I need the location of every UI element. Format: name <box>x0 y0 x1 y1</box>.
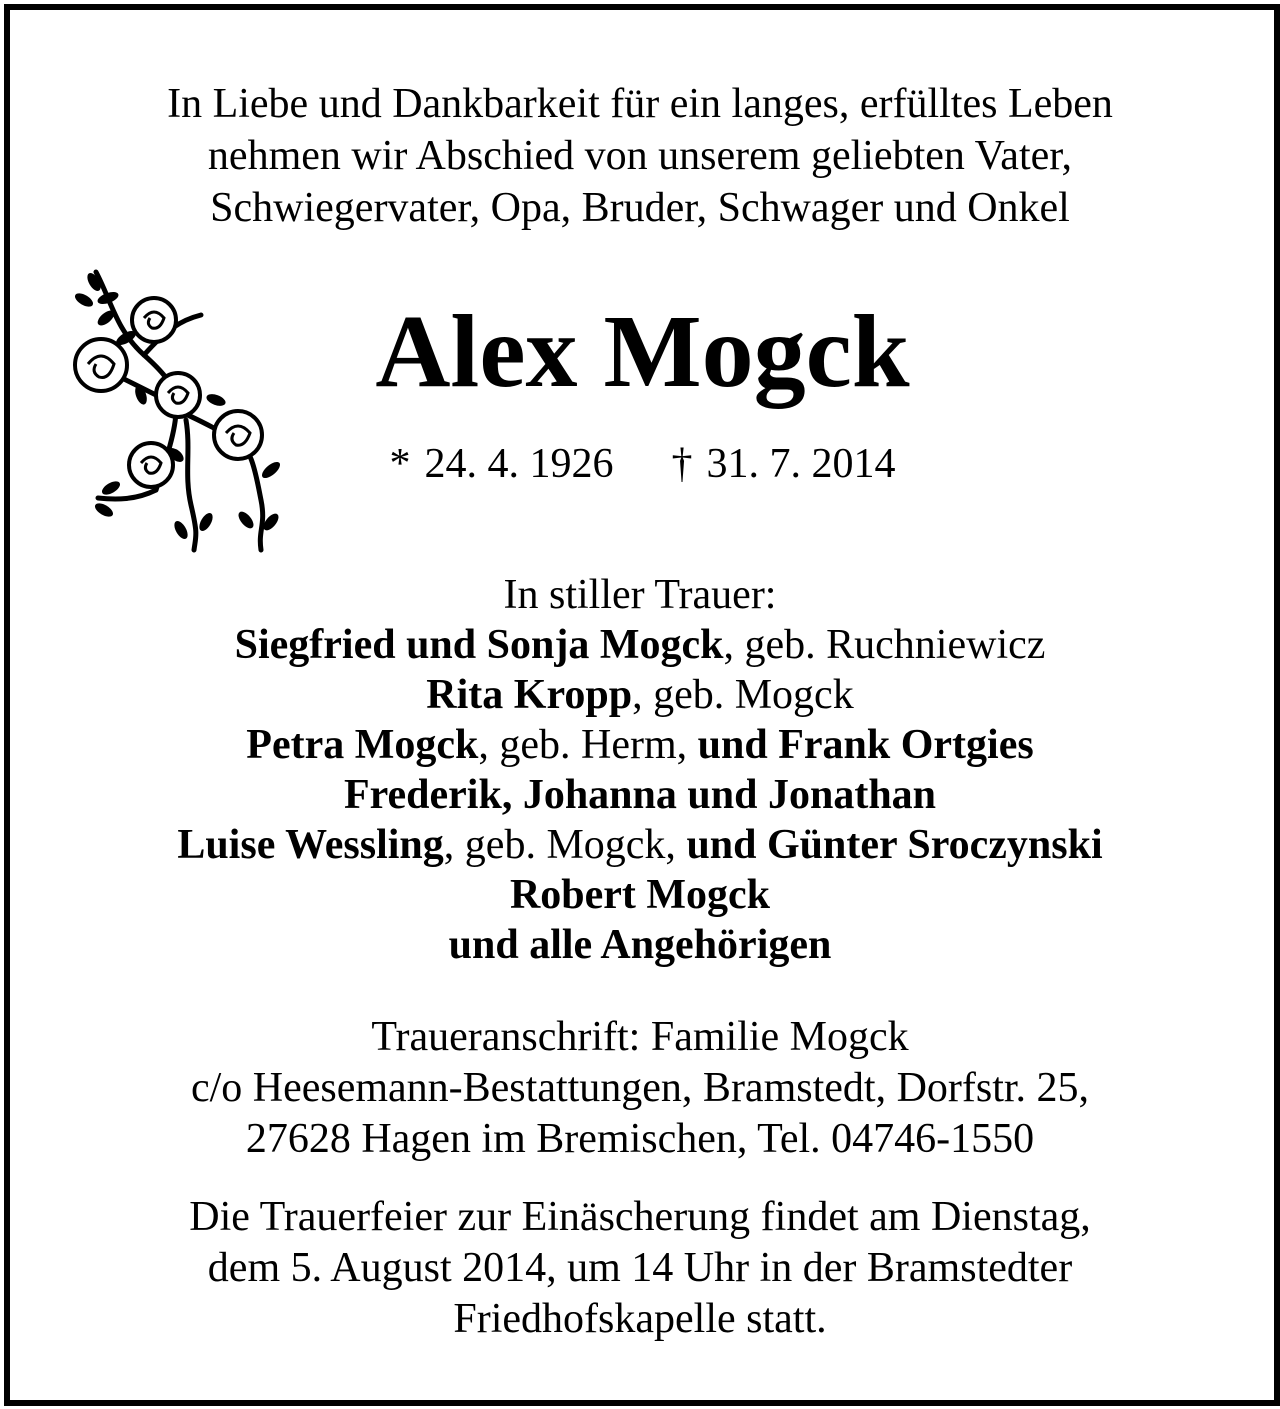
mourner-row: Petra Mogck, geb. Herm, und Frank Ortgies <box>246 722 1034 768</box>
address-line-3: 27628 Hagen im Bremischen, Tel. 04746-1550 <box>245 1116 1035 1162</box>
mourner-row: Siegfried und Sonja Mogck, geb. Ruchniewicz <box>234 622 1046 668</box>
ceremony-line-3: Friedhofskapelle statt. <box>453 1296 827 1342</box>
life-dates <box>0 438 1280 490</box>
mourners-list <box>0 570 1280 970</box>
address-line-1: Traueranschrift: Familie Mogck <box>371 1014 909 1060</box>
mourning-address <box>0 1012 1280 1165</box>
intro-line-2: nehmen wir Abschied von unserem geliebten Vater, <box>207 133 1073 179</box>
intro-text <box>0 78 1280 234</box>
ceremony-info <box>0 1192 1280 1345</box>
intro-line-3: Schwiegervater, Opa, Bruder, Schwager und Onkel <box>210 185 1070 231</box>
mourners-heading: In stiller Trauer: <box>503 572 777 618</box>
birth-star-icon: * <box>389 441 411 487</box>
intro-line-1: In Liebe und Dankbarkeit für ein langes, erfülltes Leben <box>167 81 1113 127</box>
mourner-row: Frederik, Johanna und Jonathan <box>343 772 937 818</box>
mourner-row: Robert Mogck <box>509 872 771 918</box>
death-date: 31. 7. 2014 <box>706 441 896 487</box>
ceremony-line-1: Die Trauerfeier zur Einäscherung findet am Dienstag, <box>189 1194 1091 1240</box>
address-line-2: c/o Heesemann-Bestattungen, Bramstedt, Dorfstr. 25, <box>190 1065 1090 1111</box>
cross-icon: † <box>671 441 693 487</box>
deceased-name: Alex Mogck <box>375 294 910 409</box>
ceremony-line-2: dem 5. August 2014, um 14 Uhr in der Bramstedter <box>207 1245 1073 1291</box>
mourner-row: und alle Angehörigen <box>448 922 832 968</box>
birth-date: 24. 4. 1926 <box>424 441 614 487</box>
mourner-row: Luise Wessling, geb. Mogck, und Günter Sroczynski <box>177 822 1103 868</box>
mourner-row: Rita Kropp, geb. Mogck <box>426 672 854 718</box>
